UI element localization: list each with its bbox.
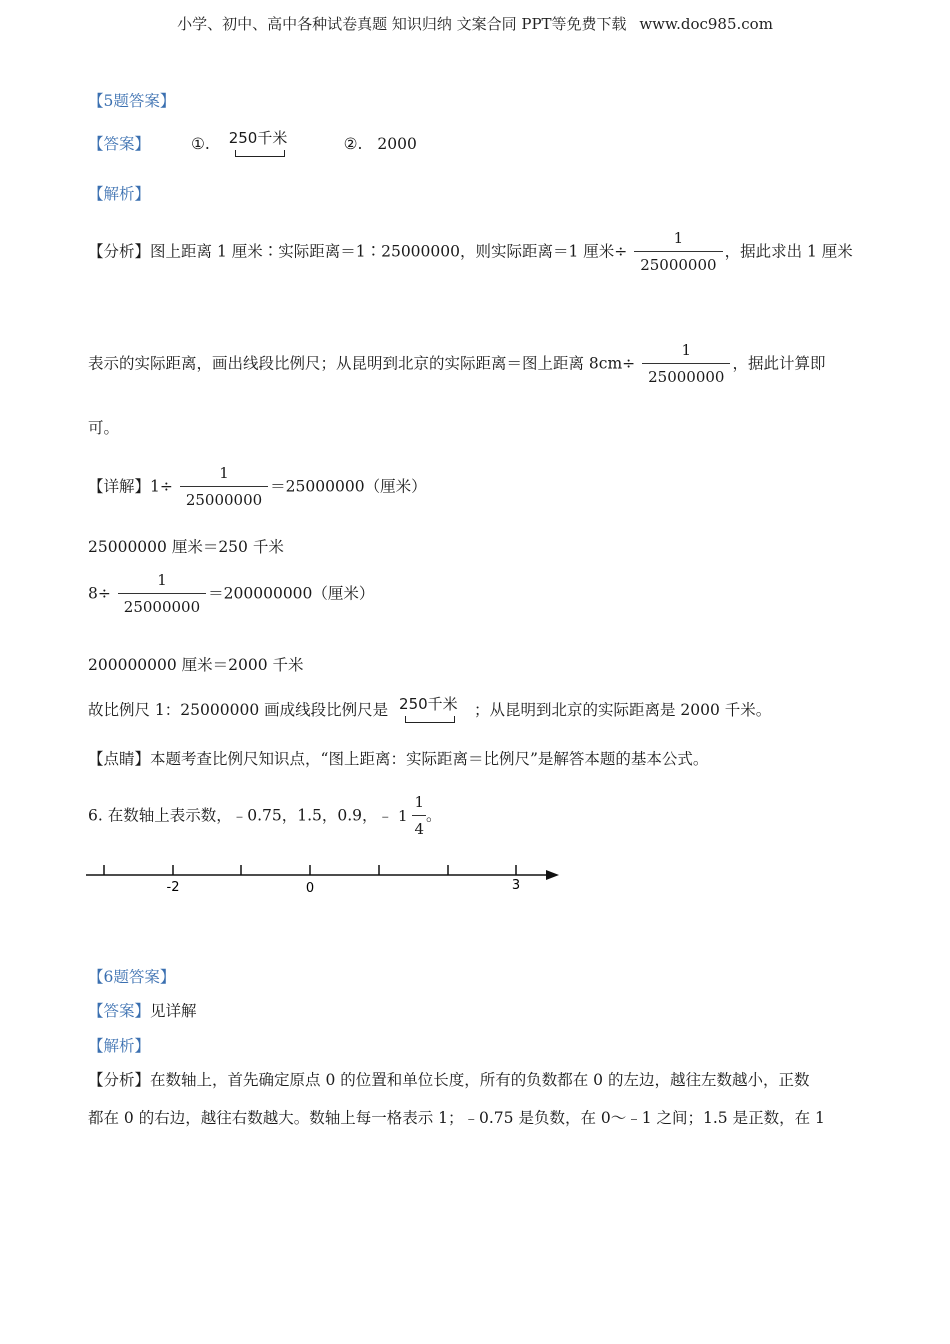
q5-detail-line-2: 25000000 厘米＝250 千米 (88, 538, 284, 556)
fraction-denominator: 25000000 (642, 363, 730, 387)
mixed-number-fraction (412, 792, 426, 839)
q5-detail-line-3-tail: ＝200000000（厘米） (208, 584, 375, 603)
q5-conclusion-tail: ；从昆明到北京的实际距离是 2000 千米。 (473, 701, 772, 719)
scale-bar-diagram (399, 694, 461, 726)
q5-analysis-line-2-text: 表示的实际距离，画出线段比例尺；从昆明到北京的实际距离＝图上距离 8cm÷ (88, 354, 636, 373)
q5-analysis-prefix: 【分析】 (88, 242, 151, 261)
q5-detail-line-1-lead: 1÷ (150, 477, 173, 496)
fraction-denominator: 25000000 (634, 251, 722, 275)
scale-bar-label: 250千米 (399, 695, 458, 713)
q5-analysis-line-2 (88, 340, 825, 387)
q5-analysis-line-1 (88, 228, 853, 275)
fraction-1-over-25000000 (642, 340, 730, 387)
q5-detail-line-3-lead: 8÷ (88, 584, 111, 603)
scale-bar-line (405, 716, 455, 723)
q5-item2-marker: ②. (343, 135, 363, 153)
fraction-1-over-25000000 (180, 463, 268, 510)
scale-bar-line (235, 150, 285, 157)
q5-item1-marker: ①. (190, 135, 210, 153)
q5-analysis-tag: 【解析】 (88, 185, 151, 203)
q6-answer-line (88, 1001, 197, 1021)
q6-answer-tag: 【答案】 (88, 1002, 151, 1020)
q5-conclusion (88, 694, 771, 730)
q6-analysis-tag: 【解析】 (88, 1037, 151, 1055)
q5-analysis-line-2-tail: ，据此计算即 (732, 354, 826, 373)
q5-answer-heading: 【5题答案】 (88, 92, 176, 110)
q5-detail-line-1 (88, 463, 427, 510)
number-line-arrow (546, 870, 559, 880)
q6-answer-heading: 【6题答案】 (88, 968, 176, 986)
axis-label-zero: 0 (305, 881, 315, 896)
header-site-url: www.doc985.com (639, 15, 773, 33)
mixed-number-1-1-4 (398, 792, 426, 839)
q5-detail-line-1-tail: ＝25000000（厘米） (270, 477, 427, 496)
q6-analysis-line-1 (88, 1070, 809, 1090)
fraction-denominator: 4 (412, 815, 426, 839)
fraction-numerator: 1 (673, 229, 684, 247)
q6-analysis-line-2: 都在 0 的右边，越往右数越大。数轴上每一格表示 1；﹣0.75 是负数，在 0～﹣1 之间；1.5 是正数，在 1 (88, 1109, 825, 1127)
q5-analysis-line-1-text: 图上距离 1 厘米∶实际距离＝1∶25000000，则实际距离＝1 厘米÷ (150, 242, 628, 261)
fraction-denominator: 25000000 (118, 593, 206, 617)
q5-answer-line (88, 128, 417, 168)
fraction-numerator: 1 (414, 793, 424, 811)
q5-answer-tag: 【答案】 (88, 135, 151, 153)
q5-analysis-line-3: 可。 (88, 419, 120, 437)
scale-bar-label: 250千米 (228, 129, 288, 147)
q6-question (88, 792, 442, 839)
axis-label-three: 3 (511, 878, 521, 893)
fraction-1-over-25000000 (634, 228, 722, 275)
q5-detail-line-4: 200000000 厘米＝2000 千米 (88, 656, 304, 674)
axis-label-neg2: -2 (166, 880, 180, 895)
q5-item2-value: 2000 (377, 135, 417, 153)
fraction-1-over-25000000 (118, 570, 206, 617)
mixed-number-whole: 1 (397, 806, 408, 825)
q6-question-end: 。 (426, 806, 442, 825)
scale-bar-diagram (229, 128, 291, 160)
q5-tip-prefix: 【点睛】 (88, 750, 151, 768)
q5-conclusion-text: 故比例尺 1：25000000 画成线段比例尺是 (88, 701, 389, 719)
header-site-slogan: 小学、初中、高中各种试卷真题 知识归纳 文案合同 PPT等免费下载 (177, 15, 627, 33)
fraction-numerator: 1 (157, 571, 167, 589)
q6-answer-text: 见详解 (150, 1002, 197, 1020)
fraction-numerator: 1 (681, 341, 692, 359)
q6-analysis-prefix: 【分析】 (88, 1071, 151, 1089)
page-header (0, 13, 950, 34)
fraction-numerator: 1 (219, 464, 229, 482)
fraction-denominator: 25000000 (180, 486, 268, 510)
q5-tip (88, 749, 708, 769)
q5-detail-line-3 (88, 570, 374, 617)
number-line (84, 855, 564, 900)
q5-analysis-line-1-tail: ，据此求出 1 厘米 (724, 242, 853, 261)
q6-analysis-line-1-text: 在数轴上，首先确定原点 0 的位置和单位长度，所有的负数都在 0 的左边，越往左数越小，正数 (150, 1071, 810, 1089)
q6-question-text: 6. 在数轴上表示数，﹣0.75，1.5，0.9，﹣ (88, 806, 394, 825)
q5-detail-prefix: 【详解】 (88, 477, 151, 496)
q5-tip-text: 本题考查比例尺知识点，“图上距离：实际距离＝比例尺”是解答本题的基本公式。 (150, 750, 709, 768)
